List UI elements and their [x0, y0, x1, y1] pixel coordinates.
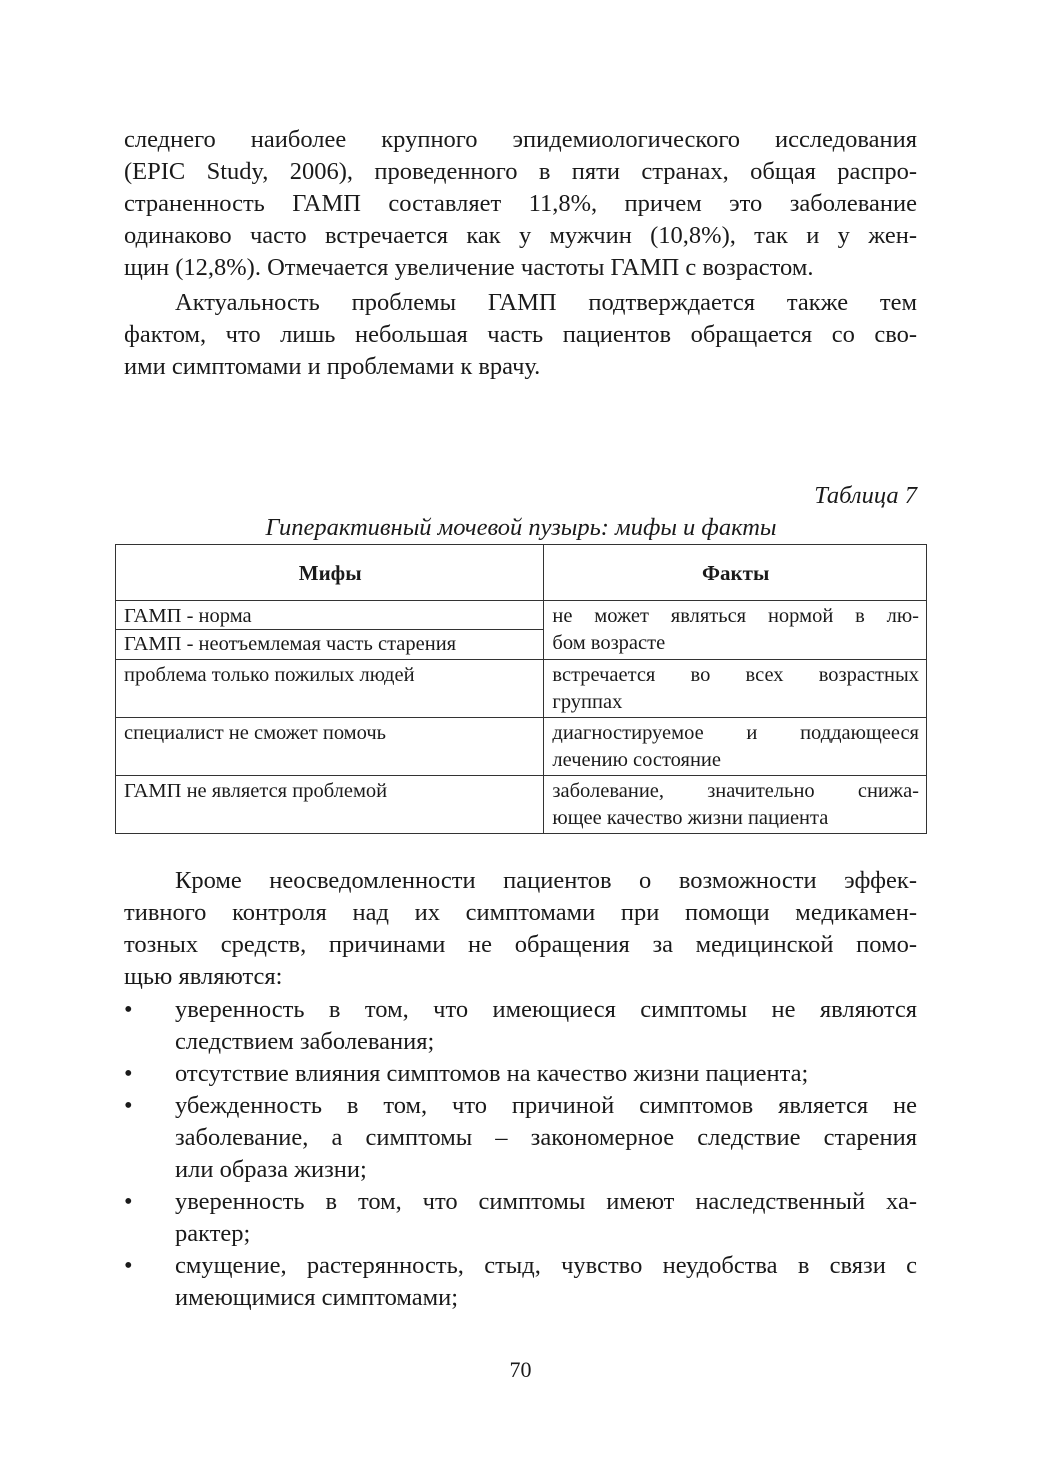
- fact-line: встречается во всех возрастных: [552, 664, 919, 686]
- myths-facts-table: [115, 544, 927, 834]
- fact-line: диагностируемое и поддающееся: [552, 722, 919, 744]
- list-item: [124, 994, 917, 1058]
- myth-item: ГАМП - неотъемлемая часть старения: [124, 633, 457, 655]
- fact-line: группах: [552, 691, 623, 713]
- paragraph-line: щью являются:: [124, 963, 283, 990]
- fact-line: заболевание, значительно снижа-: [552, 780, 919, 802]
- table-header-row: [116, 545, 927, 601]
- list-item: [124, 1186, 917, 1250]
- bullet-icon: •: [124, 1060, 133, 1087]
- fact-line: не может являться нормой в лю-: [552, 605, 919, 627]
- fact-line: бом возрасте: [552, 632, 666, 654]
- list-item-line: имеющимися симптомами;: [175, 1284, 459, 1311]
- list-item-line: или образа жизни;: [175, 1156, 367, 1183]
- bullet-icon: •: [124, 1188, 133, 1215]
- list-item-line: отсутствие влияния симптомов на качество жизни пациента;: [175, 1060, 809, 1087]
- list-item-line: заболевание, а симптомы – закономерное следствие старения: [175, 1124, 917, 1151]
- page-number: 70: [509, 1357, 532, 1382]
- table-row: [116, 660, 927, 718]
- paragraph-line: ими симптомами и проблемами к врачу.: [124, 353, 541, 380]
- list-item-line: смущение, растерянность, стыд, чувство неудобства в связи с: [175, 1252, 917, 1279]
- paragraph-epidemiology: [124, 124, 917, 284]
- paragraph-relevance: [124, 287, 917, 383]
- table-row: [116, 718, 927, 776]
- bullet-icon: •: [124, 1252, 133, 1279]
- column-header-myths: Мифы: [116, 545, 544, 601]
- list-item: [124, 1090, 917, 1186]
- list-item-line: рактер;: [175, 1220, 251, 1247]
- bullet-icon: •: [124, 996, 133, 1023]
- paragraph-line: тозных средств, причинами не обращения за медицинской помо-: [124, 931, 917, 958]
- list-item-line: убежденность в том, что причиной симптомов является не: [175, 1092, 917, 1119]
- table-label: Таблица 7: [814, 482, 917, 509]
- table-cell-myth: [116, 601, 544, 660]
- bullet-icon: •: [124, 1092, 133, 1119]
- myth-item: ГАМП - норма: [116, 601, 543, 630]
- paragraph-line: следнего наиболее крупного эпидемиологического исследования: [124, 126, 917, 153]
- table-cell-fact: [544, 718, 927, 776]
- paragraph-reasons: [124, 865, 917, 993]
- paragraph-line: тивного контроля над их симптомами при помощи медикамен-: [124, 899, 917, 926]
- paragraph-line: (EPIC Study, 2006), проведенного в пяти странах, общая распро-: [124, 158, 917, 185]
- table-cell-myth: проблема только пожилых людей: [116, 660, 544, 718]
- list-item-line: уверенность в том, что имеющиеся симптомы не являются: [175, 996, 917, 1023]
- paragraph-line: страненность ГАМП составляет 11,8%, причем это заболевание: [124, 190, 917, 217]
- paragraph-line: щин (12,8%). Отмечается увеличение частоты ГАМП с возрастом.: [124, 254, 814, 281]
- column-header-facts: Факты: [544, 545, 927, 601]
- list-item: [124, 1250, 917, 1314]
- paragraph-line: Актуальность проблемы ГАМП подтверждается также тем: [175, 289, 917, 316]
- fact-line: лечению состояние: [552, 749, 721, 771]
- reasons-bullet-list: [124, 994, 917, 1314]
- table-cell-fact: [544, 601, 927, 660]
- paragraph-line: Кроме неосведомленности пациентов о возможности эффек-: [175, 867, 917, 894]
- table-row: [116, 776, 927, 834]
- list-item-line: уверенность в том, что симптомы имеют наследственный ха-: [175, 1188, 917, 1215]
- table-cell-fact: [544, 776, 927, 834]
- paragraph-line: фактом, что лишь небольшая часть пациентов обращается со сво-: [124, 321, 917, 348]
- paragraph-line: одинаково часто встречается как у мужчин (10,8%), так и у жен-: [124, 222, 917, 249]
- table-cell-myth: ГАМП не является проблемой: [116, 776, 544, 834]
- table-title: Гиперактивный мочевой пузырь: мифы и факты: [265, 514, 777, 541]
- table-cell-myth: специалист не сможет помочь: [116, 718, 544, 776]
- table-cell-fact: [544, 660, 927, 718]
- table-row: [116, 601, 927, 660]
- list-item-line: следствием заболевания;: [175, 1028, 435, 1055]
- list-item: [124, 1058, 917, 1090]
- fact-line: ющее качество жизни пациента: [552, 807, 829, 829]
